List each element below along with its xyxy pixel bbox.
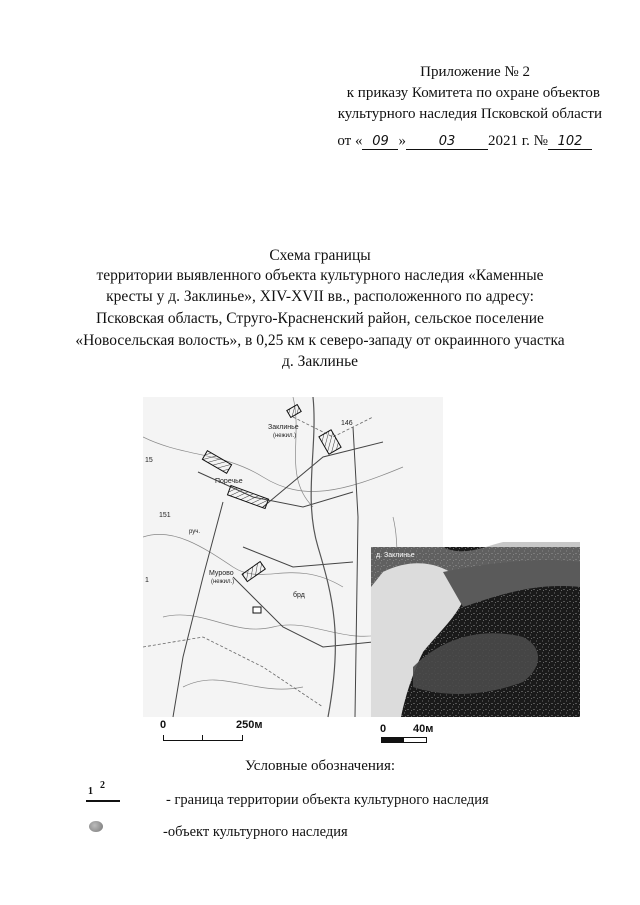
scale-right-zero: 0 <box>380 723 387 735</box>
scale-right-value: 40м <box>413 723 434 735</box>
legend-title: Условные обозначения: <box>244 758 396 774</box>
label-15: 15 <box>145 457 153 464</box>
order-number: 102 <box>548 134 592 150</box>
scheme-subtitle-4: «Новосельская волость», в 0,25 км к северо-западу от окраинного участка <box>75 332 565 349</box>
legend-mark-1: 1 <box>88 786 93 797</box>
legend-object-text: -объект культурного наследия <box>163 824 348 840</box>
scheme-subtitle-5: д. Заклинье <box>281 353 359 370</box>
scheme-subtitle-2: кресты у д. Заклинье», XIV-XVII вв., расположенного по адресу: <box>106 288 534 305</box>
label-murovo: Мурово <box>209 570 234 577</box>
boundary-legend-symbol <box>86 780 156 806</box>
legend-boundary-text: - граница территории объекта культурного наследия <box>166 792 489 808</box>
scale-left-value: 250м <box>236 719 263 731</box>
date-year: 2021 г. № <box>487 133 548 149</box>
boundary-map <box>143 397 580 723</box>
label-151: 151 <box>159 512 171 519</box>
committee-name: культурного наследия Псковской области <box>337 106 602 122</box>
label-brd: брд <box>293 592 305 599</box>
date-day: 09 <box>362 134 398 150</box>
date-mid: » <box>398 133 406 149</box>
order-date-line <box>337 131 592 152</box>
label-146: 146 <box>341 420 353 427</box>
date-prefix: от « <box>337 133 363 149</box>
satellite-inset <box>371 542 580 717</box>
label-zaklinye-inset: д. Заклинье <box>376 552 415 559</box>
date-month: 03 <box>406 134 488 150</box>
label-murovo-sub: (нежил.) <box>211 579 235 585</box>
scheme-title: Схема границы <box>269 247 371 264</box>
label-porechye: Поречье <box>215 478 243 485</box>
appendix-number: Приложение № 2 <box>420 64 530 80</box>
label-rus: руч. <box>189 529 201 535</box>
scheme-subtitle-1: территории выявленного объекта культурного наследия «Каменные <box>96 267 544 284</box>
label-zaklinye-sub: (нежил.) <box>273 433 297 439</box>
scale-left-zero: 0 <box>160 719 167 731</box>
legend-mark-2: 2 <box>100 780 105 791</box>
heritage-object-symbol <box>89 821 103 832</box>
order-reference: к приказу Комитета по охране объектов <box>346 85 600 101</box>
scheme-subtitle-3: Псковская область, Струго-Красненский район, сельское поселение <box>96 310 544 327</box>
label-zaklinye: Заклинье <box>268 424 299 431</box>
label-1: 1 <box>145 577 149 584</box>
